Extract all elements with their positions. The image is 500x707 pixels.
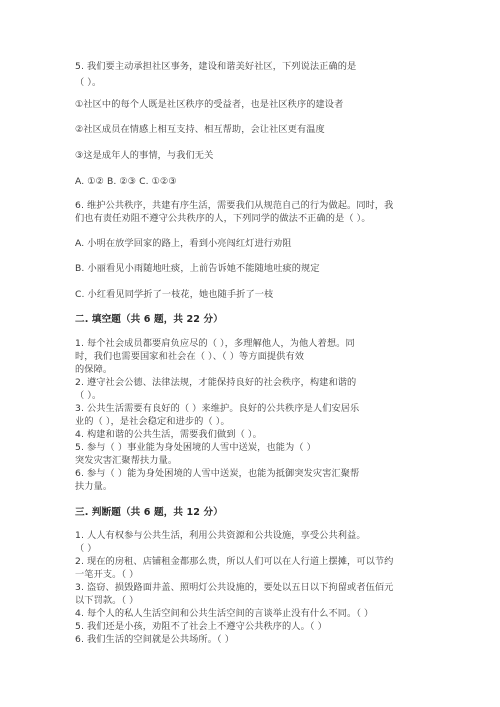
judge-q6: 6. 我们生活的空间就是公共场所。（ ） [75, 634, 235, 645]
q5-stem-line2: （ ）。 [75, 77, 102, 88]
fill-q1-line1: 1. 每个社会成员都要肩负应尽的（ ），多理解他人，为他人着想。同 [75, 338, 355, 349]
q5-options: A. ①② B. ②③ C. ①②③ [75, 176, 177, 187]
q5-statement-3: ③这是成年人的事情，与我们无关 [75, 150, 214, 161]
q5-statement-2: ②社区成员在情感上相互支持、相互帮助，会让社区更有温度 [75, 124, 325, 135]
q6-option-a: A. 小明在放学回家的路上，看到小亮闯红灯进行劝阻 [75, 238, 292, 249]
judge-q3-line1: 3. 盗窃、损毁路面井盖、照明灯公共设施的，要处以五日以下拘留或者伍佰元 [75, 582, 394, 593]
fill-q3-line1: 3. 公共生活需要有良好的（ ）来维护。良好的公共秩序是人们安居乐 [75, 403, 360, 414]
q6-stem-line2: 们也有责任劝阻不遵守公共秩序的人，下列同学的做法不正确的是（ ）。 [75, 213, 371, 224]
judge-q1-line2: （ ） [75, 543, 97, 554]
fill-q3-line2: 业的（ ），是社会稳定和进步的（ ）。 [75, 416, 230, 427]
fill-q4: 4. 构建和谐的公共生活，需要我们做到（ ）。 [75, 429, 262, 440]
judge-q2-line2: 一笔开支。（ ） [75, 569, 139, 580]
section-fill-blank-title: 二. 填空题（共 6 题，共 22 分） [75, 314, 223, 325]
q5-statement-1: ①社区中的每个人既是社区秩序的受益者，也是社区秩序的建设者 [75, 99, 344, 110]
judge-q1-line1: 1. 人人有权参与公共生活，利用公共资源和公共设施，享受公共利益。 [75, 530, 366, 541]
fill-q2-line2: （ ）。 [75, 390, 102, 401]
fill-q1-line3: 的保障。 [75, 364, 113, 375]
judge-q3-line2: 以下罚款。（ ） [75, 595, 139, 606]
judge-q4: 4. 每个人的私人生活空间和公共生活空间的言谈举止没有什么不同。（ ） [75, 608, 374, 619]
fill-q6-line2: 扶力量。 [75, 481, 113, 492]
q6-stem-line1: 6. 维护公共秩序，共建有序生活，需要我们从规范自己的行为做起。同时，我 [75, 200, 394, 211]
q6-option-c: C. 小红看见同学折了一枝花，她也随手折了一枝 [75, 289, 274, 300]
fill-q2-line1: 2. 遵守社会公德、法律法规，才能保持良好的社会秩序，构建和谐的 [75, 377, 357, 388]
fill-q6-line1: 6. 参与（ ）能为身处困境的人雪中送炭，也能为抵御突发灾害汇聚帮 [75, 468, 360, 479]
fill-q1-line2: 时，我们也需要国家和社会在（ ）、（ ）等方面提供有效 [75, 351, 305, 362]
section-judgment-title: 三. 判断题（共 6 题，共 12 分） [75, 507, 223, 518]
fill-q5-line1: 5. 参与（ ）事业能为身处困境的人雪中送炭，也能为（ ） [75, 442, 316, 453]
fill-q5-line2: 突发灾害汇聚帮扶力量。 [75, 455, 178, 466]
judge-q2-line1: 2. 现在的房租、店铺租金都那么贵，所以人们可以在人行道上摆摊，可以节约 [75, 556, 394, 567]
q6-option-b: B. 小丽看见小雨随地吐痰，上前告诉她不能随地吐痰的规定 [75, 263, 320, 274]
q5-stem-line1: 5. 我们要主动承担社区事务，建设和谐美好社区，下列说法正确的是 [75, 61, 357, 72]
judge-q5: 5. 我们还是小孩，劝阻不了社会上不遵守公共秩序的人。（ ） [75, 621, 327, 632]
